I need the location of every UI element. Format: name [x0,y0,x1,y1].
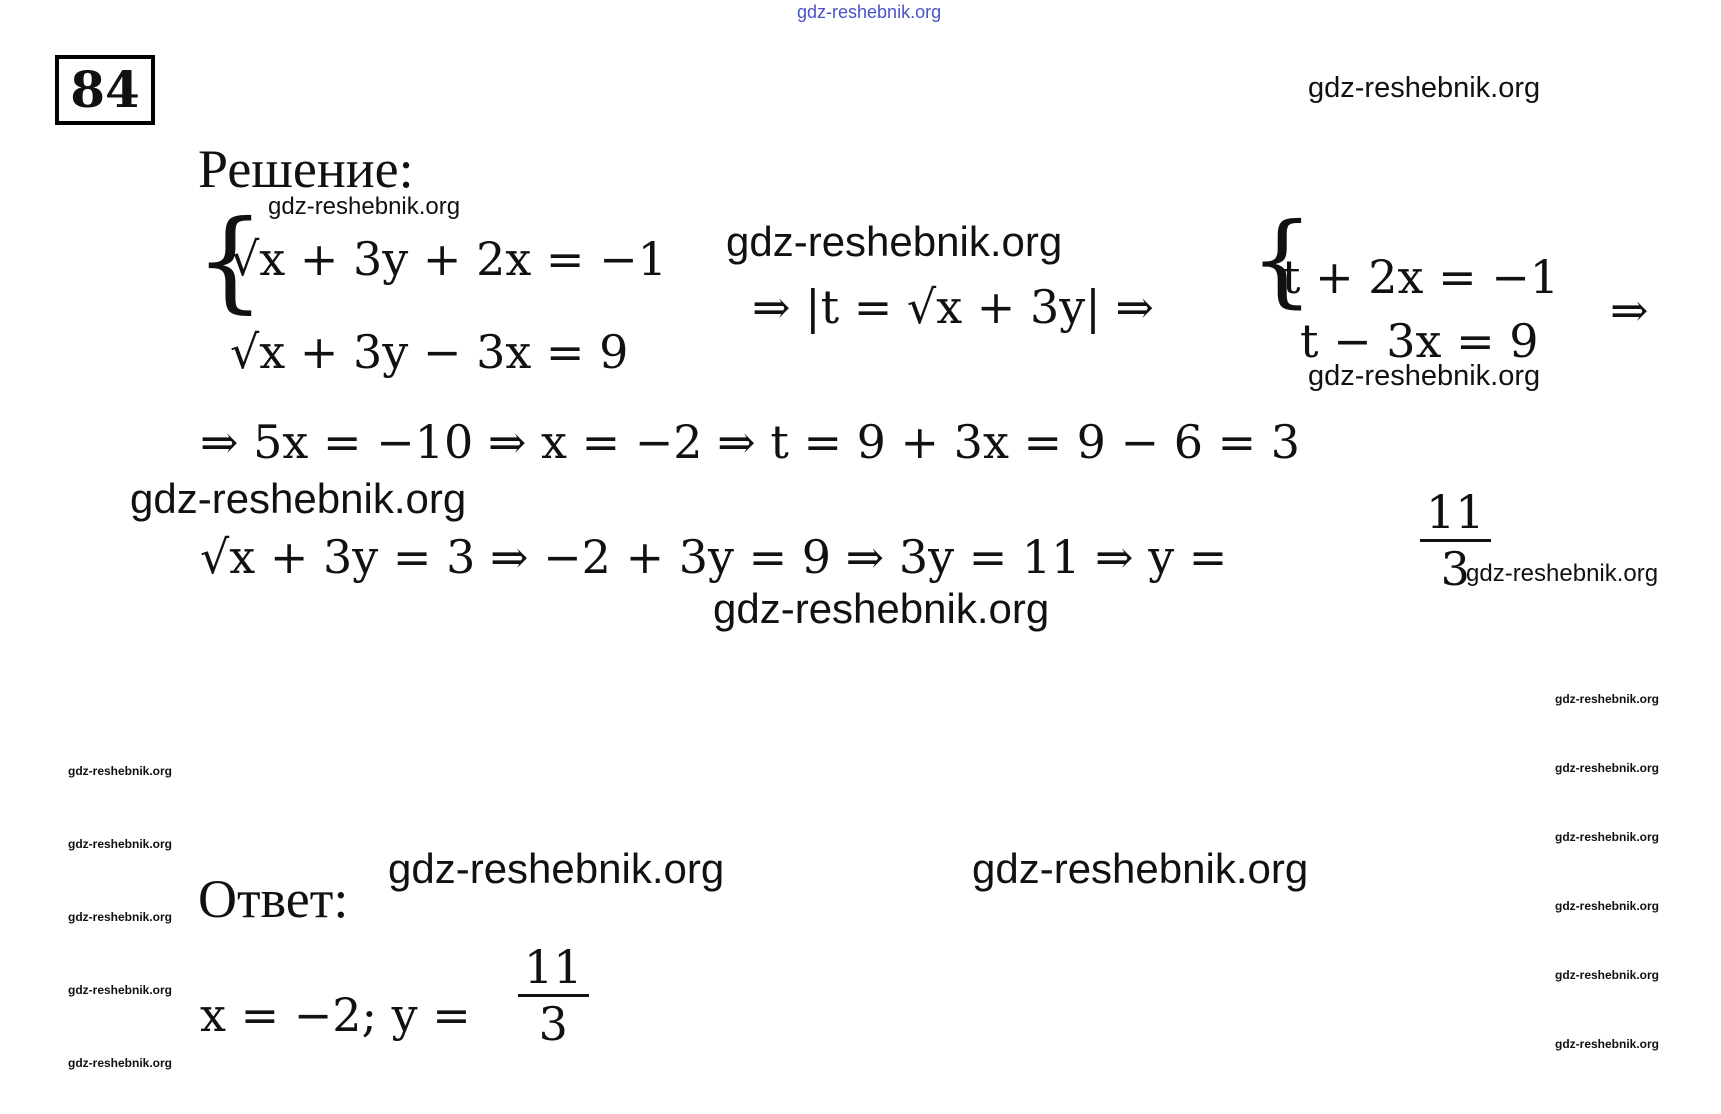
system2-eq2: t − 3x = 9 [1300,314,1539,368]
implies-arrow: ⇒ [1610,283,1649,337]
fraction-numerator: 11 [1420,485,1491,542]
watermark: gdz-reshebnik.org [388,845,725,892]
watermark-top: gdz-reshebnik.org [797,2,942,22]
watermark: gdz-reshebnik.org [972,845,1309,892]
watermark: gdz-reshebnik.org [713,585,1050,632]
watermark: gdz-reshebnik.org [1555,830,1660,844]
watermark: gdz-reshebnik.org [268,193,461,220]
system1-eq1: √x + 3y + 2x = −1 [230,232,667,286]
watermark: gdz-reshebnik.org [1555,899,1660,913]
solution-line-3: √x + 3y = 3 ⇒ −2 + 3y = 9 ⇒ 3y = 11 ⇒ y = [200,530,1228,584]
system1-eq2: √x + 3y − 3x = 9 [230,325,629,379]
fraction-denominator: 3 [1440,542,1470,596]
answer-heading: Ответ: [198,869,349,929]
system2-eq1: t + 2x = −1 [1282,250,1560,304]
watermark: gdz-reshebnik.org [130,475,467,522]
solution-line-2: ⇒ 5x = −10 ⇒ x = −2 ⇒ t = 9 + 3x = 9 − 6 = 3 [200,415,1301,469]
substitution: ⇒ |t = √x + 3y| ⇒ [752,280,1154,334]
problem-number: 84 [55,55,155,125]
watermark: gdz-reshebnik.org [1555,761,1660,775]
answer-fraction [518,940,589,1051]
watermark: gdz-reshebnik.org [68,837,173,851]
watermark: gdz-reshebnik.org [1555,1037,1660,1051]
watermark: gdz-reshebnik.org [1555,968,1660,982]
watermark: gdz-reshebnik.org [726,218,1063,265]
watermark: gdz-reshebnik.org [1308,360,1541,392]
solution-heading: Решение: [198,139,414,199]
watermark: gdz-reshebnik.org [68,983,173,997]
system-brace: { [195,196,265,324]
watermark: gdz-reshebnik.org [68,1056,173,1070]
watermark: gdz-reshebnik.org [1555,692,1660,706]
fraction-denominator: 3 [538,997,568,1051]
watermark: gdz-reshebnik.org [68,764,173,778]
fraction-numerator: 11 [518,940,589,997]
system-brace: { [1250,201,1314,318]
watermark: gdz-reshebnik.org [1308,72,1541,104]
watermark: gdz-reshebnik.org [1466,560,1659,587]
watermark: gdz-reshebnik.org [68,910,173,924]
answer-text: x = −2; y = [200,988,471,1042]
